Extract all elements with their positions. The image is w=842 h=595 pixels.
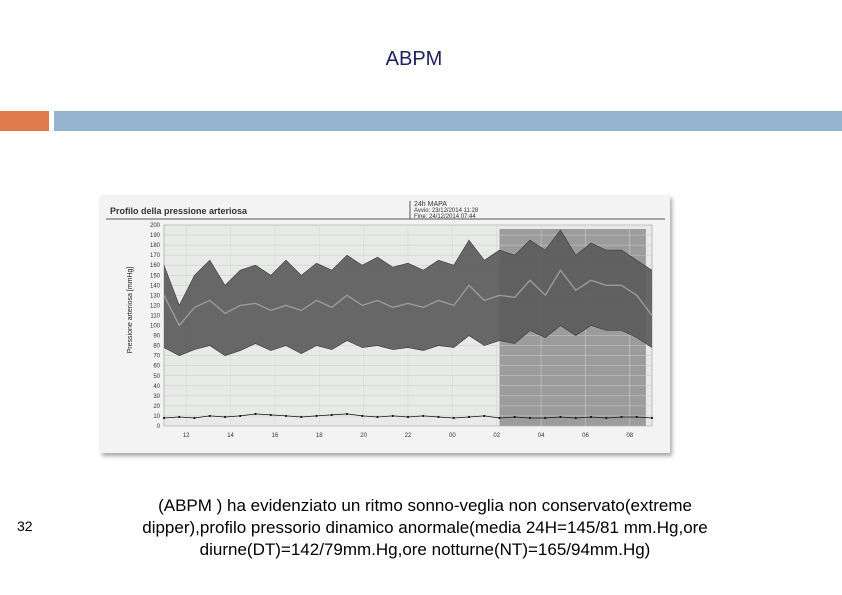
heart-rate-point [651, 417, 653, 419]
slide-title: ABPM [385, 48, 443, 70]
heart-rate-point [498, 417, 500, 419]
y-tick-label: 10 [153, 413, 160, 420]
y-tick-label: 50 [153, 373, 160, 380]
y-tick-label: 100 [149, 323, 160, 330]
heart-rate-point [193, 417, 195, 419]
x-tick-label: 18 [315, 433, 323, 439]
y-tick-label: 0 [156, 424, 160, 430]
heart-rate-point [239, 415, 241, 417]
heart-rate-point [254, 413, 256, 415]
caption-line-2: dipper),profilo pressorio dinamico anormale(media 24H=145/81 mm.Hg,ore [142, 518, 708, 537]
heart-rate-point [422, 415, 424, 417]
heart-rate-point [590, 416, 592, 418]
heart-rate-point [453, 417, 455, 419]
heart-rate-point [483, 415, 485, 417]
x-tick-label: 22 [404, 433, 412, 439]
y-tick-label: 20 [153, 403, 160, 410]
chart-title: Profilo della pressione arteriosa [110, 206, 248, 216]
x-tick-label: 06 [582, 433, 589, 439]
slide-caption [80, 495, 770, 561]
x-tick-label: 16 [271, 433, 279, 439]
heart-rate-point [163, 417, 165, 419]
heart-rate-point [361, 415, 363, 417]
page-number: 32 [17, 518, 33, 534]
y-tick-label: 170 [149, 253, 160, 260]
y-tick-label: 150 [149, 273, 160, 280]
y-tick-label: 180 [149, 243, 160, 250]
heart-rate-point [315, 415, 317, 417]
chart-info-line-3: Fine: 24/12/2014 07:44 [414, 214, 476, 220]
y-tick-label: 120 [149, 303, 160, 310]
heart-rate-point [544, 417, 546, 419]
heart-rate-point [331, 414, 333, 416]
abpm-chart-figure [100, 195, 670, 453]
heart-rate-point [376, 416, 378, 418]
x-tick-label: 02 [493, 433, 501, 439]
heart-rate-point [178, 416, 180, 418]
heart-rate-point [346, 413, 348, 415]
y-tick-label: 70 [153, 353, 160, 360]
heart-rate-point [437, 416, 439, 418]
y-tick-label: 90 [153, 333, 160, 340]
heart-rate-point [529, 417, 531, 419]
y-tick-label: 40 [153, 383, 160, 390]
y-tick-label: 30 [153, 393, 160, 400]
heart-rate-point [559, 416, 561, 418]
y-tick-label: 130 [149, 293, 160, 300]
caption-line-3: diurne(DT)=142/79mm.Hg,ore notturne(NT)=165/94mm.Hg) [199, 540, 651, 559]
y-axis-label: Pressione arteriosa [mmHg] [127, 266, 134, 354]
x-tick-label: 14 [227, 433, 234, 439]
x-tick-label: 04 [537, 433, 545, 439]
abpm-chart [100, 195, 670, 453]
header-bar [54, 111, 842, 131]
heart-rate-point [392, 415, 394, 417]
x-tick-label: 08 [626, 433, 634, 439]
heart-rate-point [270, 414, 272, 416]
accent-bar [0, 111, 49, 131]
y-tick-label: 160 [149, 263, 160, 270]
y-tick-label: 140 [149, 283, 160, 290]
heart-rate-point [300, 416, 302, 418]
chart-info-line-2: Avvio: 23/12/2014 11:28 [414, 208, 479, 214]
y-tick-label: 190 [149, 233, 160, 240]
heart-rate-point [575, 417, 577, 419]
caption-line-1: (ABPM ) ha evidenziato un ritmo sonno-veglia non conservato(extreme [158, 496, 692, 515]
heart-rate-point [636, 416, 638, 418]
heart-rate-point [407, 416, 409, 418]
heart-rate-point [620, 416, 622, 418]
heart-rate-point [224, 416, 226, 418]
x-tick-label: 00 [449, 433, 456, 439]
y-tick-label: 60 [153, 363, 160, 370]
chart-info-line-1: 24h MAPA [414, 201, 447, 208]
heart-rate-point [605, 417, 607, 419]
x-tick-label: 12 [182, 433, 190, 439]
y-tick-label: 200 [149, 223, 160, 229]
heart-rate-point [285, 415, 287, 417]
y-tick-label: 110 [150, 313, 160, 320]
x-tick-label: 20 [360, 433, 367, 439]
heart-rate-point [209, 415, 211, 417]
heart-rate-point [468, 416, 470, 418]
heart-rate-point [514, 416, 516, 418]
y-tick-label: 80 [153, 343, 160, 350]
